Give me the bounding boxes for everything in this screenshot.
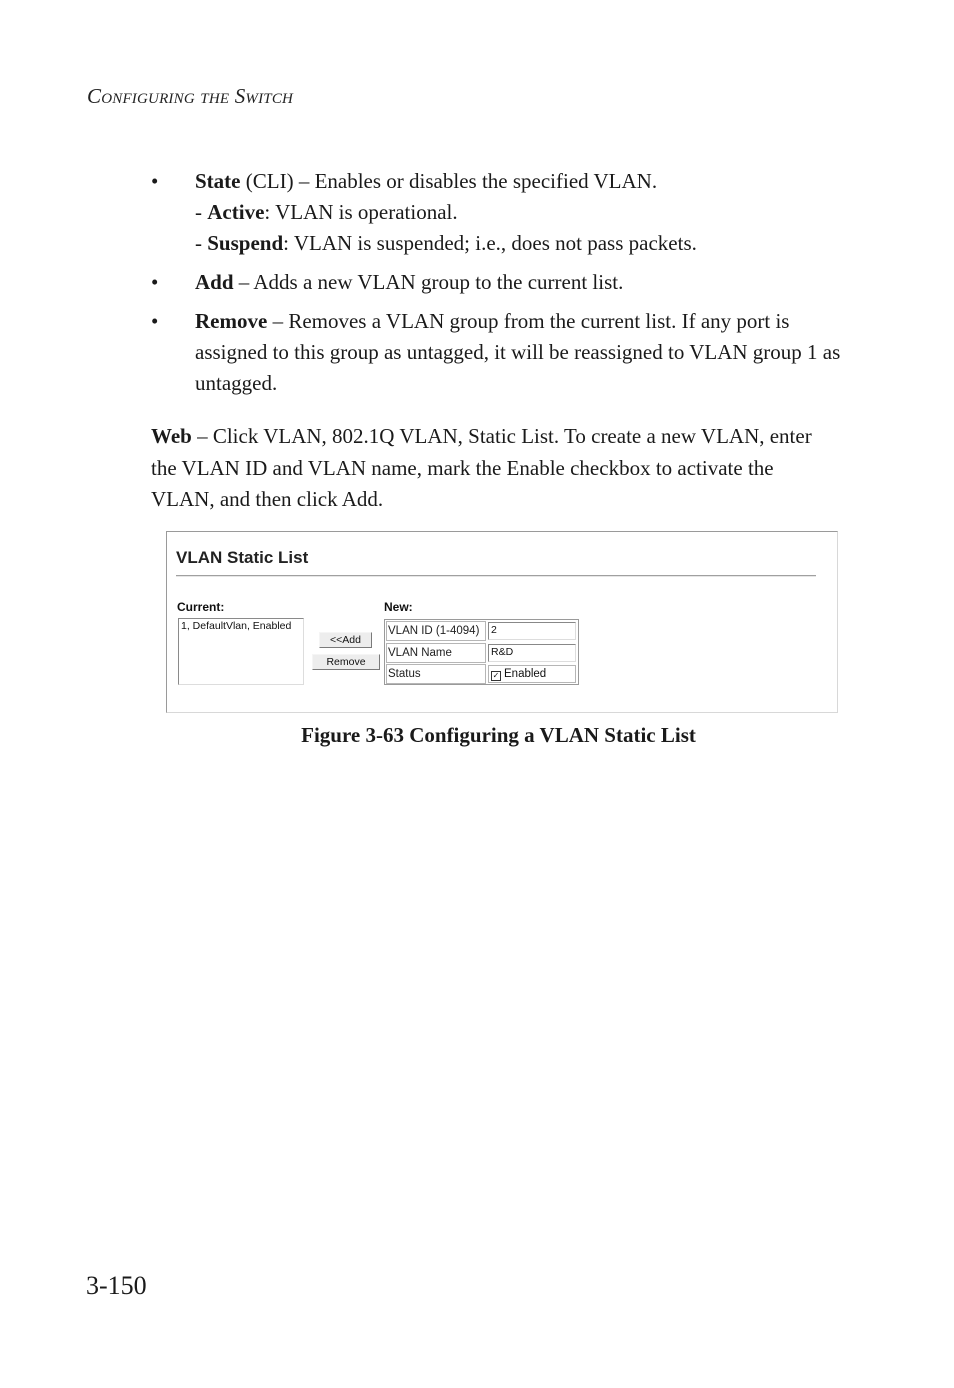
bullet-text: – Adds a new VLAN group to the current list. <box>233 270 624 294</box>
bullet-state <box>151 166 851 259</box>
figure-caption: Figure 3-63 Configuring a VLAN Static List <box>301 723 696 747</box>
form-row-vlan-name <box>385 643 578 665</box>
sub-prefix: - <box>195 231 208 255</box>
running-header: Configuring the Switch <box>87 84 294 108</box>
bullet-add <box>151 267 851 298</box>
status-checkbox-field <box>488 665 576 683</box>
bullet-dot: • <box>151 309 159 333</box>
vlan-id-label: VLAN ID (1-4094) <box>386 621 486 641</box>
new-label: New: <box>384 600 413 614</box>
bullet-remove <box>151 306 851 399</box>
bullet-list <box>151 166 851 407</box>
sub-item-suspend <box>195 228 851 259</box>
sub-item-active <box>195 197 851 228</box>
vlan-name-input[interactable]: R&D <box>488 644 576 662</box>
current-label: Current: <box>177 600 225 614</box>
add-button[interactable]: <<Add <box>319 632 372 648</box>
panel-title: VLAN Static List <box>176 548 309 567</box>
bullet-text: – Removes a VLAN group from the current list. If any port is assigned to this group as untagged, it will be reassigned to VLAN group 1 as untagged. <box>195 309 841 395</box>
new-vlan-form <box>384 619 579 685</box>
enabled-label[interactable]: Enabled <box>504 668 547 680</box>
form-row-status <box>385 664 578 686</box>
sub-prefix: - <box>195 200 208 224</box>
bullet-term: Remove <box>195 309 268 333</box>
title-divider <box>176 575 816 577</box>
bullet-dot: • <box>151 270 159 294</box>
bullet-text: (CLI) – Enables or disables the specified VLAN. <box>240 169 658 193</box>
vlan-static-list-screenshot <box>166 531 838 713</box>
list-item[interactable]: 1, DefaultVlan, Enabled <box>181 620 292 632</box>
current-vlan-list[interactable] <box>178 618 304 685</box>
sub-term: Active <box>207 200 265 224</box>
bullet-dot: • <box>151 169 159 193</box>
sub-text: : VLAN is operational. <box>264 200 458 224</box>
vlan-id-input[interactable]: 2 <box>488 622 576 640</box>
bullet-term: Add <box>195 270 234 294</box>
vlan-id-cell <box>487 621 578 641</box>
status-cell <box>487 664 578 684</box>
enabled-checkbox[interactable]: ✓ <box>492 671 500 680</box>
status-label: Status <box>386 664 486 684</box>
form-row-vlan-id <box>385 621 578 643</box>
remove-button[interactable]: Remove <box>312 654 380 670</box>
web-text: – Click VLAN, 802.1Q VLAN, Static List. To create a new VLAN, enter the VLAN ID and VLAN name, mark the Enable checkbox to activate the VLAN, and then click Add. <box>151 424 812 511</box>
sub-text: : VLAN is suspended; i.e., does not pass packets. <box>283 231 697 255</box>
sub-term: Suspend <box>207 231 284 255</box>
bullet-term: State <box>195 169 241 193</box>
vlan-name-label: VLAN Name <box>386 643 486 663</box>
web-term: Web <box>151 424 192 448</box>
web-paragraph <box>151 421 841 516</box>
vlan-name-cell <box>487 643 578 663</box>
page-number: 3-150 <box>86 1271 147 1300</box>
